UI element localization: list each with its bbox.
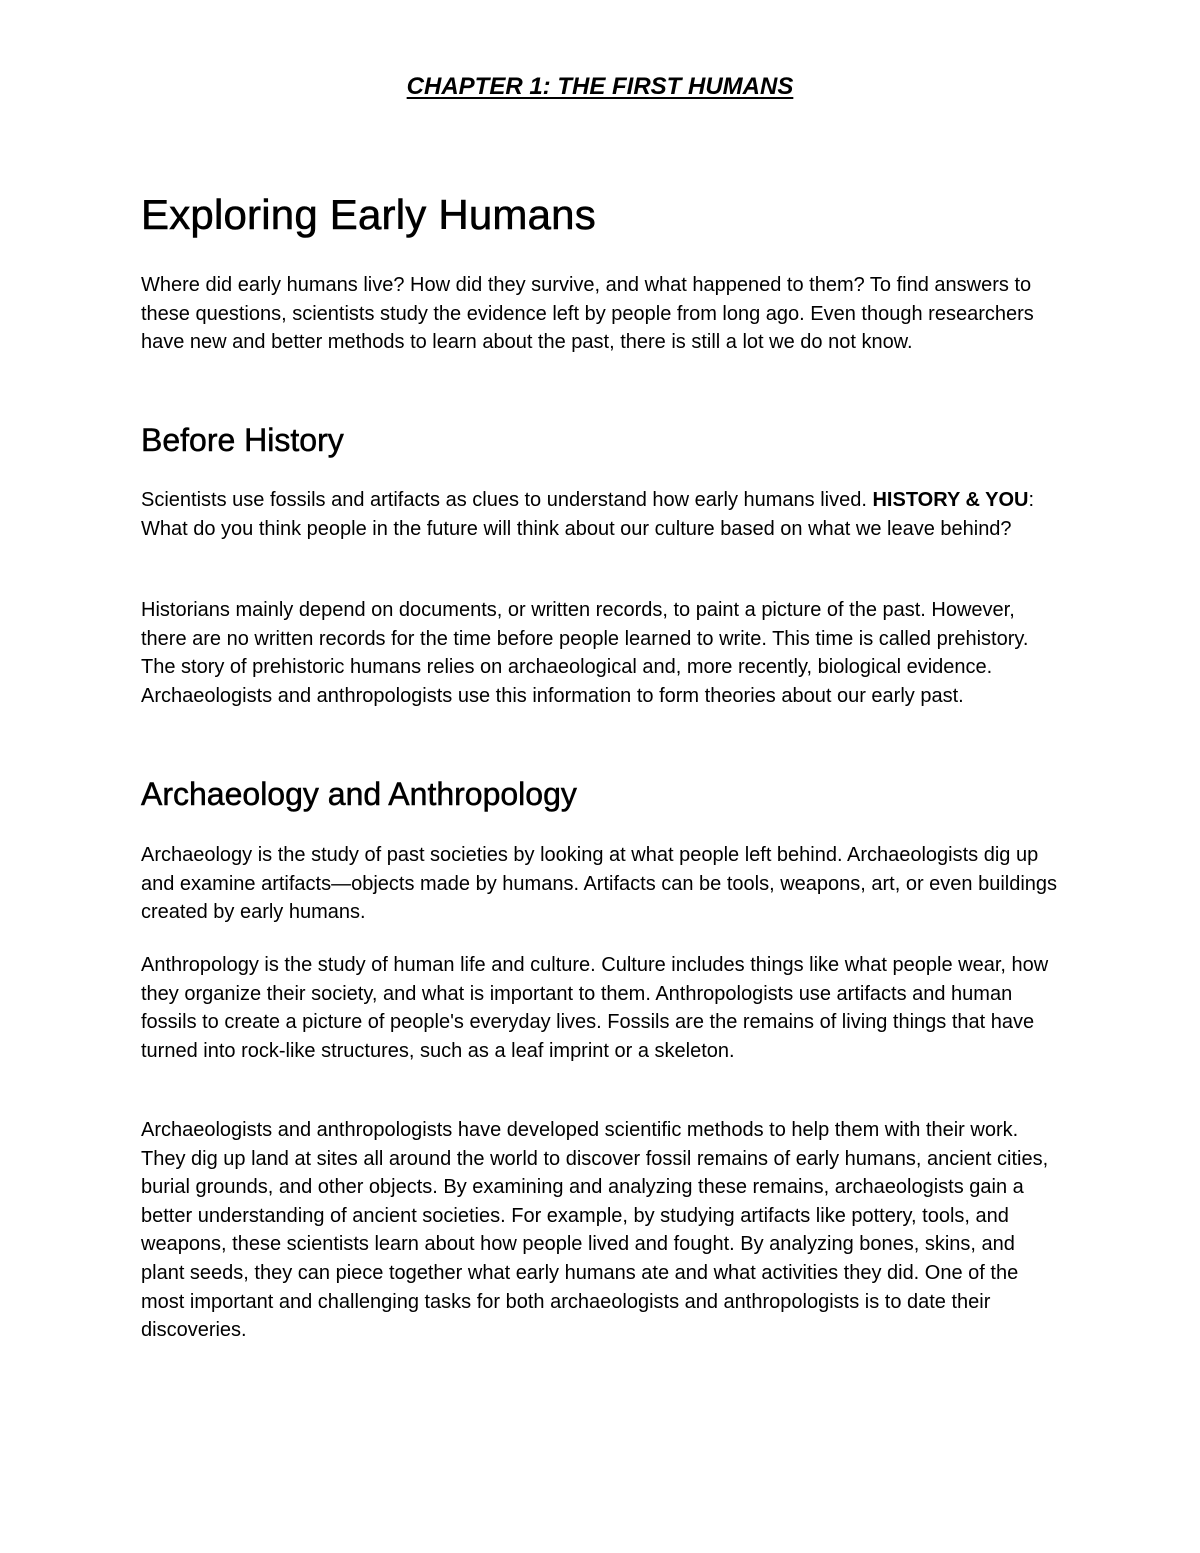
paragraph-text: Scientists use fossils and artifacts as clues to understand how early humans lived. bbox=[141, 489, 873, 511]
paragraph-text: : What do you think people in the future will think about our culture based on what we leave behind? bbox=[141, 489, 1035, 540]
archaeology-paragraph-1: Archaeology is the study of past societies by looking at what people left behind. Archaeologists dig up and examine artifacts—objects made by humans. Artifacts can be tools, weapons, art, or even buildings created by early humans. bbox=[141, 844, 1058, 924]
archaeology-paragraph-2: Anthropology is the study of human life and culture. Culture includes things like what people wear, how they organize their society, and what is important to them. Anthropologists use artifacts and human fossils to create a picture of people's everyday lives. Fossils are the remains of living things that have turned into rock-like structures, such as a leaf imprint or a skeleton. bbox=[141, 954, 1049, 1062]
before-history-paragraph-1 bbox=[141, 486, 1061, 543]
intro-paragraph: Where did early humans live? How did they survive, and what happened to them? To find answers to these questions, scientists study the evidence left by people from long ago. Even though researchers have new and better methods to learn about the past, there is still a lot we do not know. bbox=[141, 274, 1034, 354]
section-heading-before-history: Before History bbox=[141, 422, 344, 458]
history-and-you-label: HISTORY & YOU bbox=[872, 489, 1029, 511]
archaeology-paragraph-3: Archaeologists and anthropologists have developed scientific methods to help them with their work. They dig up land at sites all around the world to discover fossil remains of early humans, ancient cities, burial grounds, and other objects. By examining and analyzing these remains, archaeologists gain a better understanding of ancient societies. For example, by studying artifacts like pottery, tools, and weapons, these scientists learn about how people lived and fought. By analyzing bones, skins, and plant seeds, they can piece together what early humans ate and what activities they did. One of the most important and challenging tasks for both archaeologists and anthropologists is to date their discoveries. bbox=[141, 1119, 1049, 1342]
before-history-paragraph-2: Historians mainly depend on documents, or written records, to paint a picture of the past. However, there are no written records for the time before people learned to write. This time is called prehistory. The story of prehistoric humans relies on archaeological and, more recently, biological evidence. Archaeologists and anthropologists use this information to form theories about our early past. bbox=[141, 599, 1029, 707]
page-title: Exploring Early Humans bbox=[141, 191, 596, 238]
chapter-title: CHAPTER 1: THE FIRST HUMANS bbox=[406, 73, 794, 100]
section-heading-archaeology-anthropology: Archaeology and Anthropology bbox=[141, 776, 577, 812]
